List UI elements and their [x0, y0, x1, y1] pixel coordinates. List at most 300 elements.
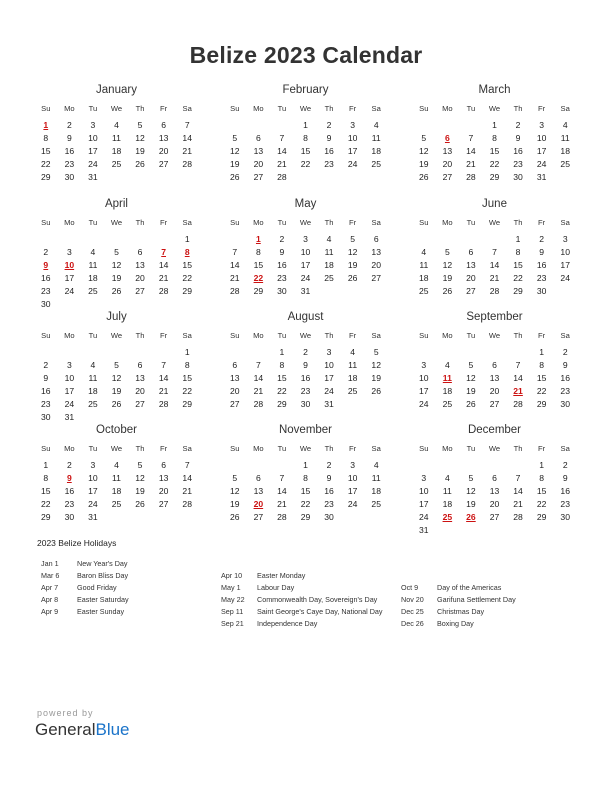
day-cell: 24 — [347, 499, 358, 509]
day-cell: 5 — [137, 120, 143, 130]
day-cell: 2 — [303, 347, 308, 357]
day-cell: 10 — [536, 133, 547, 143]
day-cell: 26 — [111, 399, 122, 409]
day-cell: 21 — [158, 273, 169, 283]
day-cell: 31 — [419, 525, 429, 535]
month-name: February — [282, 84, 329, 96]
day-cell: 6 — [373, 234, 379, 244]
day-cell: 6 — [232, 360, 238, 370]
month-name: March — [478, 84, 511, 96]
day-cell: 27 — [135, 399, 145, 409]
day-cell: 13 — [135, 373, 145, 383]
day-cell: 6 — [161, 460, 167, 470]
weekday-header: We — [488, 218, 501, 227]
day-cell: 17 — [536, 146, 547, 156]
weekday-header: Fr — [349, 104, 357, 113]
weekday-header: Tu — [88, 331, 98, 340]
day-cell: 3 — [66, 360, 72, 370]
holiday-date: Dec 25 — [401, 607, 424, 616]
month-name: September — [466, 311, 523, 323]
day-cell: 6 — [255, 473, 261, 483]
empty-day-cell — [105, 233, 129, 246]
day-cell: 12 — [371, 360, 381, 370]
day-cell: 24 — [419, 512, 429, 522]
weekday-header: Th — [135, 444, 145, 453]
empty-day-cell — [412, 233, 436, 246]
empty-day-cell — [152, 233, 176, 246]
day-cell: 3 — [66, 247, 72, 257]
day-cell: 19 — [111, 273, 122, 283]
day-cell: 14 — [182, 473, 192, 483]
day-cell: 28 — [182, 499, 192, 509]
holiday-day-cell: 8 — [184, 247, 190, 257]
empty-day-cell — [459, 346, 483, 359]
day-cell: 15 — [277, 373, 287, 383]
holiday-date: Dec 26 — [401, 619, 424, 628]
day-cell: 19 — [230, 159, 240, 169]
month-day-grid — [223, 102, 388, 184]
empty-day-cell — [223, 346, 247, 359]
weekday-header: Th — [324, 218, 334, 227]
weekday-header: Fr — [160, 218, 168, 227]
holiday-name: Easter Saturday — [77, 595, 129, 604]
weekday-header: Sa — [182, 331, 192, 340]
empty-day-cell — [34, 233, 58, 246]
empty-day-cell — [436, 119, 460, 132]
month-february — [223, 82, 388, 184]
weekday-header: Sa — [182, 104, 192, 113]
day-cell: 28 — [489, 286, 500, 296]
day-cell: 8 — [303, 473, 308, 483]
day-cell: 17 — [64, 386, 75, 396]
day-cell: 11 — [419, 260, 429, 270]
holiday-entry — [401, 606, 516, 618]
day-cell: 5 — [232, 473, 238, 483]
day-cell: 28 — [277, 512, 287, 522]
page-title: Belize 2023 Calendar — [189, 42, 423, 68]
day-cell: 24 — [324, 386, 334, 396]
month-day-grid — [412, 442, 577, 537]
day-cell: 16 — [560, 373, 570, 383]
weekday-header: Fr — [160, 331, 168, 340]
day-cell: 26 — [135, 499, 145, 509]
day-cell: 22 — [41, 159, 51, 169]
weekday-header: Tu — [88, 444, 98, 453]
day-cell: 4 — [90, 247, 96, 257]
day-cell: 28 — [182, 159, 192, 169]
holiday-name: Christmas Day — [437, 607, 485, 616]
holiday-day-cell: 20 — [253, 499, 264, 509]
day-cell: 24 — [347, 159, 358, 169]
holiday-name: Labour Day — [257, 583, 295, 592]
day-cell: 14 — [158, 260, 169, 270]
day-cell: 24 — [64, 286, 75, 296]
day-cell: 11 — [348, 360, 358, 370]
weekday-header: Tu — [277, 331, 287, 340]
day-cell: 16 — [536, 260, 547, 270]
day-cell: 13 — [253, 146, 264, 156]
weekday-header: Su — [230, 444, 240, 453]
day-cell: 15 — [536, 373, 547, 383]
empty-day-cell — [81, 233, 105, 246]
day-cell: 26 — [466, 399, 476, 409]
holiday-day-cell: 9 — [66, 473, 72, 483]
day-cell: 28 — [466, 172, 476, 182]
weekday-header: Th — [135, 331, 145, 340]
day-cell: 18 — [88, 386, 98, 396]
month-day-grid — [412, 329, 577, 411]
weekday-header: We — [299, 331, 312, 340]
weekday-header: Mo — [253, 444, 264, 453]
day-cell: 19 — [135, 146, 145, 156]
day-cell: 22 — [277, 386, 287, 396]
month-name: October — [96, 424, 137, 436]
day-cell: 8 — [279, 360, 285, 370]
day-cell: 19 — [230, 499, 240, 509]
day-cell: 7 — [255, 360, 261, 370]
day-cell: 29 — [513, 286, 523, 296]
holiday-date: Oct 9 — [401, 583, 419, 592]
day-cell: 14 — [158, 373, 169, 383]
day-cell: 23 — [64, 499, 75, 509]
day-cell: 6 — [255, 133, 261, 143]
day-cell: 8 — [539, 473, 545, 483]
day-cell: 15 — [182, 260, 192, 270]
day-cell: 15 — [41, 146, 51, 156]
day-cell: 20 — [489, 499, 500, 509]
day-cell: 21 — [466, 159, 476, 169]
holiday-entry — [41, 558, 129, 570]
weekday-header: Mo — [253, 331, 264, 340]
day-cell: 27 — [371, 273, 381, 283]
day-cell: 3 — [326, 347, 332, 357]
day-cell: 7 — [279, 473, 285, 483]
day-cell: 25 — [111, 499, 122, 509]
day-cell: 1 — [539, 347, 545, 357]
day-cell: 18 — [88, 273, 98, 283]
day-cell: 6 — [161, 120, 167, 130]
day-cell: 8 — [43, 133, 49, 143]
holiday-day-cell: 11 — [442, 373, 452, 383]
day-cell: 17 — [324, 373, 334, 383]
weekday-header: Tu — [88, 104, 98, 113]
month-name: August — [287, 311, 324, 323]
day-cell: 25 — [371, 159, 381, 169]
weekday-header: Th — [324, 444, 334, 453]
holiday-date: Jan 1 — [41, 559, 59, 568]
day-cell: 13 — [158, 133, 169, 143]
empty-day-cell — [483, 233, 507, 246]
weekday-header: Mo — [442, 331, 453, 340]
day-cell: 25 — [111, 159, 122, 169]
weekday-header: We — [488, 104, 501, 113]
day-cell: 8 — [43, 473, 49, 483]
day-cell: 16 — [324, 486, 334, 496]
day-cell: 9 — [562, 360, 568, 370]
holidays-heading: 2023 Belize Holidays — [37, 538, 117, 548]
day-cell: 9 — [66, 133, 72, 143]
weekday-header: Mo — [442, 218, 453, 227]
day-cell: 30 — [64, 512, 75, 522]
day-cell: 10 — [560, 247, 570, 257]
day-cell: 25 — [88, 399, 98, 409]
day-cell: 4 — [114, 460, 119, 470]
day-cell: 22 — [300, 159, 311, 169]
day-cell: 7 — [515, 360, 521, 370]
day-cell: 13 — [489, 486, 500, 496]
day-cell: 25 — [324, 273, 334, 283]
day-cell: 20 — [371, 260, 381, 270]
day-cell: 10 — [64, 373, 75, 383]
day-cell: 4 — [373, 460, 379, 470]
day-cell: 14 — [489, 260, 500, 270]
month-day-grid — [223, 329, 388, 411]
holiday-entry — [221, 594, 382, 606]
day-cell: 21 — [230, 273, 240, 283]
day-cell: 9 — [326, 473, 332, 483]
day-cell: 20 — [158, 486, 169, 496]
day-cell: 7 — [515, 473, 521, 483]
day-cell: 29 — [253, 286, 264, 296]
day-cell: 26 — [230, 512, 240, 522]
month-name: May — [294, 198, 317, 210]
day-cell: 19 — [111, 386, 122, 396]
day-cell: 10 — [419, 486, 429, 496]
day-cell: 24 — [300, 273, 311, 283]
day-cell: 31 — [88, 512, 98, 522]
month-november — [223, 422, 388, 524]
day-cell: 16 — [64, 486, 75, 496]
weekday-header: Th — [324, 331, 334, 340]
day-cell: 26 — [442, 286, 453, 296]
holiday-name: Easter Sunday — [77, 607, 125, 616]
day-cell: 2 — [515, 120, 521, 130]
day-cell: 1 — [279, 347, 285, 357]
weekday-header: Su — [419, 331, 429, 340]
holiday-day-cell: 9 — [43, 260, 49, 270]
month-day-grid — [412, 102, 577, 184]
holiday-entry — [41, 582, 129, 594]
weekday-header: Fr — [160, 444, 168, 453]
day-cell: 31 — [64, 412, 75, 422]
day-cell: 13 — [442, 146, 453, 156]
day-cell: 17 — [419, 499, 429, 509]
day-cell: 15 — [253, 260, 264, 270]
day-cell: 5 — [421, 133, 427, 143]
day-cell: 10 — [347, 133, 358, 143]
day-cell: 6 — [137, 360, 143, 370]
day-cell: 21 — [182, 146, 192, 156]
holiday-list-column-3 — [401, 582, 516, 630]
day-cell: 30 — [300, 399, 311, 409]
day-cell: 12 — [347, 247, 358, 257]
day-cell: 5 — [114, 360, 119, 370]
day-cell: 16 — [64, 146, 75, 156]
empty-day-cell — [247, 119, 271, 132]
day-cell: 27 — [253, 512, 264, 522]
day-cell: 1 — [303, 460, 308, 470]
holiday-name: Independence Day — [257, 619, 318, 628]
month-december — [412, 422, 577, 537]
day-cell: 27 — [158, 159, 169, 169]
day-cell: 7 — [184, 460, 190, 470]
day-cell: 15 — [536, 486, 547, 496]
day-cell: 16 — [513, 146, 523, 156]
day-cell: 10 — [347, 473, 358, 483]
day-cell: 13 — [135, 260, 145, 270]
day-cell: 3 — [303, 234, 308, 244]
weekday-header: Tu — [466, 444, 476, 453]
day-cell: 2 — [66, 120, 72, 130]
month-name: July — [106, 311, 127, 323]
day-cell: 8 — [303, 133, 308, 143]
holiday-name: Good Friday — [77, 583, 117, 592]
day-cell: 25 — [371, 499, 381, 509]
weekday-header: Sa — [371, 331, 381, 340]
empty-day-cell — [152, 346, 176, 359]
day-cell: 8 — [515, 247, 521, 257]
day-cell: 12 — [466, 373, 476, 383]
day-cell: 3 — [90, 120, 96, 130]
day-cell: 19 — [466, 386, 476, 396]
day-cell: 19 — [135, 486, 145, 496]
month-june — [412, 196, 577, 298]
day-cell: 4 — [444, 473, 450, 483]
day-cell: 18 — [347, 373, 358, 383]
weekday-header: Th — [513, 104, 523, 113]
day-cell: 12 — [419, 146, 429, 156]
day-cell: 1 — [492, 120, 497, 130]
weekday-header: Mo — [253, 104, 264, 113]
day-cell: 15 — [41, 486, 51, 496]
day-cell: 17 — [347, 146, 358, 156]
day-cell: 20 — [158, 146, 169, 156]
day-cell: 11 — [371, 133, 381, 143]
weekday-header: Sa — [182, 218, 192, 227]
weekday-header: Tu — [277, 218, 287, 227]
weekday-header: Tu — [466, 331, 476, 340]
empty-day-cell — [247, 346, 271, 359]
holiday-date: Apr 10 — [221, 571, 243, 580]
day-cell: 15 — [182, 373, 192, 383]
day-cell: 3 — [421, 473, 427, 483]
holiday-list-column-2 — [221, 570, 382, 630]
day-cell: 4 — [90, 360, 96, 370]
day-cell: 30 — [560, 399, 570, 409]
day-cell: 26 — [230, 172, 240, 182]
day-cell: 15 — [300, 146, 311, 156]
holiday-name: Day of the Americas — [437, 583, 502, 592]
day-cell: 23 — [41, 399, 51, 409]
holiday-day-cell: 21 — [513, 386, 523, 396]
day-cell: 18 — [560, 146, 570, 156]
day-cell: 24 — [419, 399, 429, 409]
day-cell: 24 — [64, 399, 75, 409]
day-cell: 8 — [184, 360, 190, 370]
day-cell: 6 — [468, 247, 474, 257]
day-cell: 24 — [536, 159, 547, 169]
day-cell: 13 — [489, 373, 500, 383]
day-cell: 13 — [253, 486, 264, 496]
day-cell: 17 — [88, 146, 98, 156]
day-cell: 14 — [253, 373, 264, 383]
weekday-header: Fr — [538, 218, 546, 227]
day-cell: 27 — [253, 172, 264, 182]
empty-day-cell — [223, 233, 247, 246]
empty-day-cell — [128, 346, 152, 359]
day-cell: 18 — [371, 486, 381, 496]
powered-by-label: powered by — [37, 708, 94, 718]
day-cell: 9 — [326, 133, 332, 143]
day-cell: 21 — [277, 499, 287, 509]
holiday-entry — [221, 582, 382, 594]
weekday-header: Su — [419, 218, 429, 227]
weekday-header: Su — [41, 218, 51, 227]
day-cell: 20 — [135, 386, 145, 396]
day-cell: 9 — [539, 247, 545, 257]
day-cell: 4 — [562, 120, 568, 130]
day-cell: 14 — [466, 146, 476, 156]
day-cell: 1 — [43, 460, 49, 470]
day-cell: 16 — [324, 146, 334, 156]
day-cell: 2 — [539, 234, 545, 244]
day-cell: 30 — [536, 286, 547, 296]
holiday-entry — [41, 570, 129, 582]
day-cell: 13 — [466, 260, 476, 270]
weekday-header: Fr — [160, 104, 168, 113]
day-cell: 22 — [300, 499, 311, 509]
day-cell: 26 — [371, 386, 381, 396]
day-cell: 11 — [112, 133, 121, 143]
holiday-name: Easter Monday — [257, 571, 306, 580]
month-may — [223, 196, 388, 298]
day-cell: 14 — [513, 373, 523, 383]
day-cell: 27 — [135, 286, 145, 296]
weekday-header: Fr — [538, 331, 546, 340]
day-cell: 17 — [347, 486, 358, 496]
day-cell: 23 — [64, 159, 75, 169]
weekday-header: Tu — [466, 218, 476, 227]
day-cell: 23 — [560, 499, 570, 509]
day-cell: 2 — [43, 360, 49, 370]
holiday-day-cell: 1 — [255, 234, 261, 244]
empty-day-cell — [270, 119, 294, 132]
day-cell: 5 — [444, 247, 450, 257]
holiday-day-cell: 6 — [444, 133, 450, 143]
weekday-header: Fr — [349, 444, 357, 453]
holiday-day-cell: 10 — [64, 260, 75, 270]
day-cell: 1 — [539, 460, 545, 470]
day-cell: 29 — [489, 172, 500, 182]
empty-day-cell — [412, 346, 436, 359]
holiday-day-cell: 26 — [466, 512, 476, 522]
day-cell: 6 — [137, 247, 143, 257]
day-cell: 14 — [230, 260, 240, 270]
day-cell: 16 — [300, 373, 311, 383]
holiday-date: Nov 20 — [401, 595, 424, 604]
day-cell: 11 — [88, 373, 98, 383]
day-cell: 18 — [111, 486, 122, 496]
holiday-name: Boxing Day — [437, 619, 474, 628]
day-cell: 27 — [230, 399, 240, 409]
month-day-grid — [34, 216, 199, 311]
holiday-day-cell: 25 — [442, 512, 453, 522]
holiday-entry — [401, 582, 516, 594]
month-name: June — [482, 198, 507, 210]
day-cell: 23 — [41, 286, 51, 296]
day-cell: 25 — [442, 399, 453, 409]
weekday-header: Su — [41, 104, 51, 113]
